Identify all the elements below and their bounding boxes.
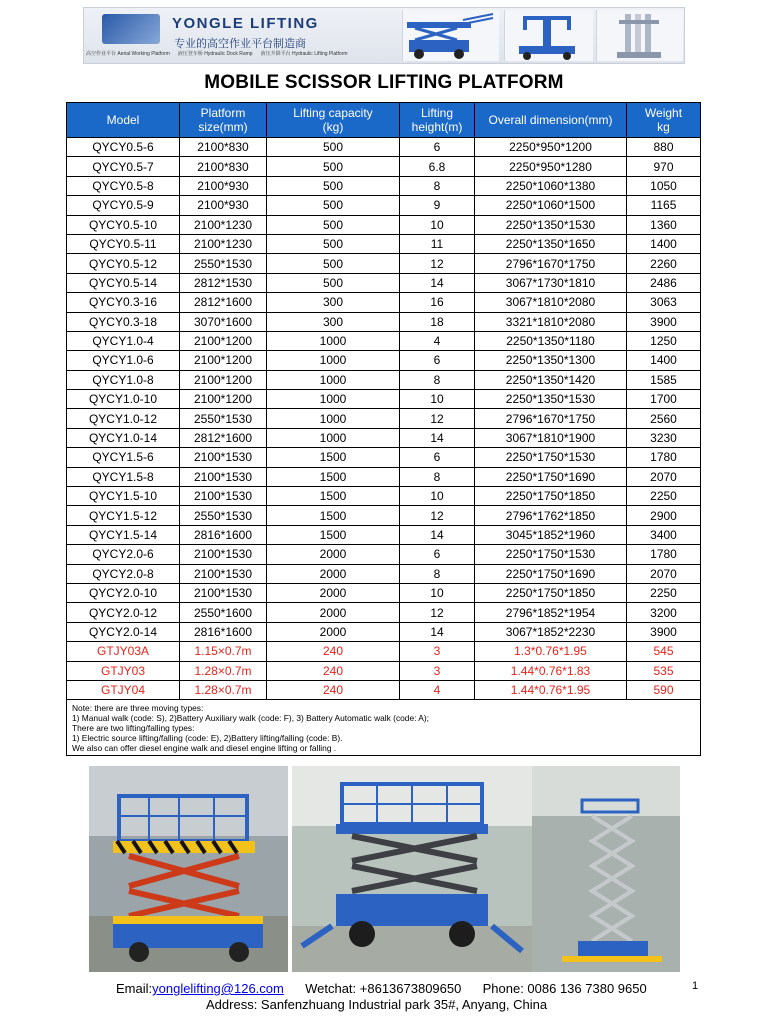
- table-row: [67, 138, 701, 157]
- table-cell: 3200: [627, 603, 701, 622]
- table-cell: 3067*1810*1900: [475, 428, 627, 447]
- photo-red-scissor-lift: [89, 766, 288, 972]
- table-cell: 3067*1852*2230: [475, 622, 627, 641]
- table-cell: QYCY0.5-10: [67, 215, 180, 234]
- company-logo: [102, 14, 160, 44]
- table-cell: GTJY04: [67, 680, 180, 699]
- table-cell: 2250*1350*1180: [475, 331, 627, 350]
- table-row: [67, 467, 701, 486]
- table-cell: 500: [267, 234, 400, 253]
- table-cell: 2250*1750*1850: [475, 583, 627, 602]
- banner-tag: 液压升降平台 Hydraulic Lifting Platform: [260, 51, 348, 57]
- table-cell: QYCY1.0-4: [67, 331, 180, 350]
- table-row: [67, 254, 701, 273]
- table-cell: 2100*1530: [180, 564, 267, 583]
- table-cell: 970: [627, 157, 701, 176]
- table-cell: 2000: [267, 564, 400, 583]
- table-cell: 2550*1600: [180, 603, 267, 622]
- table-cell: 2550*1530: [180, 506, 267, 525]
- table-cell: 10: [400, 487, 475, 506]
- table-cell: QYCY1.5-8: [67, 467, 180, 486]
- table-cell: 1000: [267, 390, 400, 409]
- brand-slogan: 专业的高空作业平台制造商: [174, 37, 306, 50]
- table-cell: 1500: [267, 487, 400, 506]
- table-cell: 4: [400, 331, 475, 350]
- brand-name: YONGLE LIFTING: [172, 15, 319, 32]
- table-cell: QYCY2.0-8: [67, 564, 180, 583]
- table-cell: 535: [627, 661, 701, 680]
- table-cell: 6: [400, 351, 475, 370]
- table-row: [67, 390, 701, 409]
- table-cell: 2100*1200: [180, 390, 267, 409]
- table-cell: QYCY0.5-12: [67, 254, 180, 273]
- column-header: Platform size(mm): [180, 103, 267, 138]
- table-cell: 500: [267, 215, 400, 234]
- note-line: We also can offer diesel engine walk and diesel engine lifting or falling .: [72, 743, 337, 754]
- table-cell: 3: [400, 642, 475, 661]
- email-link[interactable]: yonglelifting@126.com: [152, 981, 284, 996]
- notes-row: [67, 700, 701, 756]
- table-cell: 2250: [627, 487, 701, 506]
- table-cell: 2250*950*1280: [475, 157, 627, 176]
- table-cell: 2250*1350*1650: [475, 234, 627, 253]
- table-cell: 10: [400, 390, 475, 409]
- table-cell: 1500: [267, 506, 400, 525]
- table-row: [67, 331, 701, 350]
- table-cell: 3400: [627, 525, 701, 544]
- table-row: [67, 545, 701, 564]
- table-cell: 3900: [627, 622, 701, 641]
- table-cell: 12: [400, 506, 475, 525]
- table-cell: 3067*1810*2080: [475, 293, 627, 312]
- table-row: [67, 487, 701, 506]
- table-row: [67, 428, 701, 447]
- table-cell: 2260: [627, 254, 701, 273]
- table-cell: 3: [400, 661, 475, 680]
- table-cell: 1165: [627, 196, 701, 215]
- banner-photo-cart-lift: [504, 10, 593, 61]
- table-cell: QYCY1.5-12: [67, 506, 180, 525]
- table-cell: QYCY1.0-10: [67, 390, 180, 409]
- table-cell: QYCY0.5-9: [67, 196, 180, 215]
- table-cell: 2100*1200: [180, 351, 267, 370]
- table-cell: 2100*1530: [180, 448, 267, 467]
- table-cell: 1360: [627, 215, 701, 234]
- note-line: Note: there are three moving types:: [72, 703, 204, 714]
- table-cell: QYCY0.3-18: [67, 312, 180, 331]
- table-cell: 2250*1060*1500: [475, 196, 627, 215]
- table-cell: 8: [400, 564, 475, 583]
- table-row: [67, 215, 701, 234]
- table-cell: 3230: [627, 428, 701, 447]
- table-row: [67, 157, 701, 176]
- table-cell: 2560: [627, 409, 701, 428]
- table-cell: QYCY0.5-11: [67, 234, 180, 253]
- table-header-row: [67, 103, 701, 138]
- footer-address: Address: Sanfenzhuang Industrial park 35#, Anyang, China: [206, 997, 548, 1012]
- banner-tag: 液压登车桥 Hydraulic Dock Ramp: [177, 51, 253, 57]
- table-cell: QYCY1.0-6: [67, 351, 180, 370]
- email-label: Email:: [116, 981, 153, 996]
- table-cell: GTJY03A: [67, 642, 180, 661]
- table-row: [67, 603, 701, 622]
- table-row: [67, 370, 701, 389]
- table-cell: 8: [400, 370, 475, 389]
- table-cell: 880: [627, 138, 701, 157]
- table-cell: 6: [400, 138, 475, 157]
- column-header: Lifting capacity (kg): [267, 103, 400, 138]
- table-cell: 3067*1730*1810: [475, 273, 627, 292]
- wechat-number: Wetchat: +8613673809650: [305, 981, 462, 996]
- table-cell: QYCY1.0-12: [67, 409, 180, 428]
- table-cell: 2250*1350*1420: [475, 370, 627, 389]
- table-cell: 1780: [627, 448, 701, 467]
- table-cell: 3900: [627, 312, 701, 331]
- table-cell: 2000: [267, 545, 400, 564]
- table-row: [67, 176, 701, 195]
- table-cell: 2816*1600: [180, 525, 267, 544]
- table-cell: QYCY0.5-14: [67, 273, 180, 292]
- table-cell: QYCY1.5-14: [67, 525, 180, 544]
- table-row: [67, 409, 701, 428]
- table-cell: QYCY1.0-14: [67, 428, 180, 447]
- banner-photo-scissor-lift: [402, 10, 499, 61]
- header-banner: [83, 7, 685, 64]
- table-cell: 2250*1060*1380: [475, 176, 627, 195]
- table-cell: 14: [400, 525, 475, 544]
- footer-contact: [116, 981, 647, 996]
- table-cell: 2100*1530: [180, 545, 267, 564]
- table-cell: 8: [400, 176, 475, 195]
- table-cell: 14: [400, 428, 475, 447]
- table-row: [67, 642, 701, 661]
- table-cell: 4: [400, 680, 475, 699]
- table-cell: 2486: [627, 273, 701, 292]
- table-cell: 2250*1750*1690: [475, 467, 627, 486]
- table-cell: 1500: [267, 448, 400, 467]
- table-cell: 3321*1810*2080: [475, 312, 627, 331]
- table-cell: QYCY1.5-10: [67, 487, 180, 506]
- table-cell: 3070*1600: [180, 312, 267, 331]
- table-cell: 2812*1530: [180, 273, 267, 292]
- table-cell: 1000: [267, 370, 400, 389]
- photo-tall-scissor-lift: [532, 766, 680, 972]
- table-cell: 9: [400, 196, 475, 215]
- table-cell: 1700: [627, 390, 701, 409]
- table-cell: 2100*930: [180, 196, 267, 215]
- table-cell: 2250*1350*1530: [475, 215, 627, 234]
- table-cell: 3063: [627, 293, 701, 312]
- table-cell: 2100*1200: [180, 370, 267, 389]
- note-line: 1) Manual walk (code: S), 2)Battery Auxiliary walk (code: F), 3) Battery Automatic walk (code: A);: [72, 713, 429, 724]
- table-cell: 12: [400, 254, 475, 273]
- table-row: [67, 661, 701, 680]
- table-cell: QYCY0.5-8: [67, 176, 180, 195]
- table-cell: 240: [267, 680, 400, 699]
- table-row: [67, 273, 701, 292]
- table-cell: 1.28×0.7m: [180, 680, 267, 699]
- table-cell: 500: [267, 138, 400, 157]
- table-row: [67, 622, 701, 641]
- table-cell: 3045*1852*1960: [475, 525, 627, 544]
- table-cell: 1400: [627, 351, 701, 370]
- table-cell: 2250*1750*1850: [475, 487, 627, 506]
- table-cell: 14: [400, 273, 475, 292]
- table-cell: GTJY03: [67, 661, 180, 680]
- banner-tag: 高空作业平台 Aerial Working Platform: [86, 51, 170, 57]
- table-cell: 2816*1600: [180, 622, 267, 641]
- table-cell: QYCY0.5-7: [67, 157, 180, 176]
- column-header: Weight kg: [627, 103, 701, 138]
- table-cell: 2250*1750*1690: [475, 564, 627, 583]
- table-cell: 240: [267, 642, 400, 661]
- table-cell: 2900: [627, 506, 701, 525]
- table-cell: 6.8: [400, 157, 475, 176]
- table-cell: 500: [267, 176, 400, 195]
- table-cell: 6: [400, 448, 475, 467]
- table-cell: 2796*1852*1954: [475, 603, 627, 622]
- table-cell: 2000: [267, 603, 400, 622]
- table-cell: 590: [627, 680, 701, 699]
- phone-number: Phone: 0086 136 7380 9650: [482, 981, 647, 996]
- table-cell: 2070: [627, 564, 701, 583]
- table-cell: QYCY1.0-8: [67, 370, 180, 389]
- table-cell: 2000: [267, 622, 400, 641]
- table-cell: 2000: [267, 583, 400, 602]
- table-cell: 2100*1230: [180, 215, 267, 234]
- table-cell: 2100*1530: [180, 583, 267, 602]
- table-cell: 2550*1530: [180, 409, 267, 428]
- table-row: [67, 312, 701, 331]
- banner-tags: [86, 50, 348, 57]
- table-cell: 1.28×0.7m: [180, 661, 267, 680]
- table-row: [67, 351, 701, 370]
- table-row: [67, 564, 701, 583]
- table-cell: 2250*1350*1530: [475, 390, 627, 409]
- table-cell: 1.3*0.76*1.95: [475, 642, 627, 661]
- table-cell: 6: [400, 545, 475, 564]
- table-cell: 1585: [627, 370, 701, 389]
- table-cell: 2796*1670*1750: [475, 254, 627, 273]
- table-row: [67, 525, 701, 544]
- table-cell: 545: [627, 642, 701, 661]
- table-cell: 2812*1600: [180, 293, 267, 312]
- table-cell: 500: [267, 157, 400, 176]
- table-cell: QYCY2.0-14: [67, 622, 180, 641]
- table-cell: 2550*1530: [180, 254, 267, 273]
- table-cell: 2796*1762*1850: [475, 506, 627, 525]
- table-cell: 1000: [267, 428, 400, 447]
- table-cell: QYCY2.0-10: [67, 583, 180, 602]
- table-cell: 16: [400, 293, 475, 312]
- table-cell: 500: [267, 273, 400, 292]
- table-cell: 500: [267, 254, 400, 273]
- table-cell: 2250: [627, 583, 701, 602]
- table-cell: 2100*830: [180, 157, 267, 176]
- table-cell: 1500: [267, 525, 400, 544]
- table-cell: 2250*950*1200: [475, 138, 627, 157]
- table-cell: 1.44*0.76*1.95: [475, 680, 627, 699]
- table-cell: QYCY0.5-6: [67, 138, 180, 157]
- table-row: [67, 506, 701, 525]
- table-cell: 1250: [627, 331, 701, 350]
- table-cell: 1.44*0.76*1.83: [475, 661, 627, 680]
- table-cell: 1500: [267, 467, 400, 486]
- table-cell: 1780: [627, 545, 701, 564]
- notes-cell: [67, 700, 701, 756]
- table-cell: 1000: [267, 351, 400, 370]
- table-cell: 11: [400, 234, 475, 253]
- table-cell: QYCY2.0-12: [67, 603, 180, 622]
- column-header: Lifting height(m): [400, 103, 475, 138]
- table-cell: 2100*1530: [180, 467, 267, 486]
- table-row: [67, 583, 701, 602]
- note-line: There are two lifting/falling types:: [72, 723, 195, 734]
- note-line: 1) Electric source lifting/falling (code: E), 2)Battery lifting/falling (code: B).: [72, 733, 343, 744]
- table-cell: 2812*1600: [180, 428, 267, 447]
- table-cell: 8: [400, 467, 475, 486]
- table-cell: 2100*1200: [180, 331, 267, 350]
- table-cell: 500: [267, 196, 400, 215]
- table-row: [67, 196, 701, 215]
- table-cell: 10: [400, 583, 475, 602]
- banner-photo-mast-lift: [596, 10, 683, 61]
- table-cell: 1000: [267, 409, 400, 428]
- table-cell: 300: [267, 293, 400, 312]
- page-title: MOBILE SCISSOR LIFTING PLATFORM: [204, 72, 564, 93]
- table-cell: 2100*930: [180, 176, 267, 195]
- table-cell: QYCY2.0-6: [67, 545, 180, 564]
- spec-table: [66, 102, 701, 756]
- page-number: 1: [692, 980, 699, 992]
- table-row: [67, 680, 701, 699]
- table-cell: 2100*830: [180, 138, 267, 157]
- table-cell: 300: [267, 312, 400, 331]
- table-row: [67, 293, 701, 312]
- table-row: [67, 448, 701, 467]
- table-cell: QYCY1.5-6: [67, 448, 180, 467]
- column-header: Overall dimension(mm): [475, 103, 627, 138]
- table-cell: 1.15×0.7m: [180, 642, 267, 661]
- table-cell: 240: [267, 661, 400, 680]
- table-cell: 1400: [627, 234, 701, 253]
- table-cell: 2250*1750*1530: [475, 448, 627, 467]
- table-cell: QYCY0.3-16: [67, 293, 180, 312]
- table-cell: 1050: [627, 176, 701, 195]
- column-header: Model: [67, 103, 180, 138]
- table-cell: 2796*1670*1750: [475, 409, 627, 428]
- table-cell: 1000: [267, 331, 400, 350]
- table-cell: 12: [400, 603, 475, 622]
- table-row: [67, 234, 701, 253]
- table-cell: 2250*1350*1300: [475, 351, 627, 370]
- table-cell: 10: [400, 215, 475, 234]
- table-cell: 2070: [627, 467, 701, 486]
- table-cell: 2100*1530: [180, 487, 267, 506]
- table-cell: 18: [400, 312, 475, 331]
- photo-blue-scissor-lift: [292, 766, 532, 972]
- table-cell: 2250*1750*1530: [475, 545, 627, 564]
- table-cell: 14: [400, 622, 475, 641]
- table-cell: 12: [400, 409, 475, 428]
- table-cell: 2100*1230: [180, 234, 267, 253]
